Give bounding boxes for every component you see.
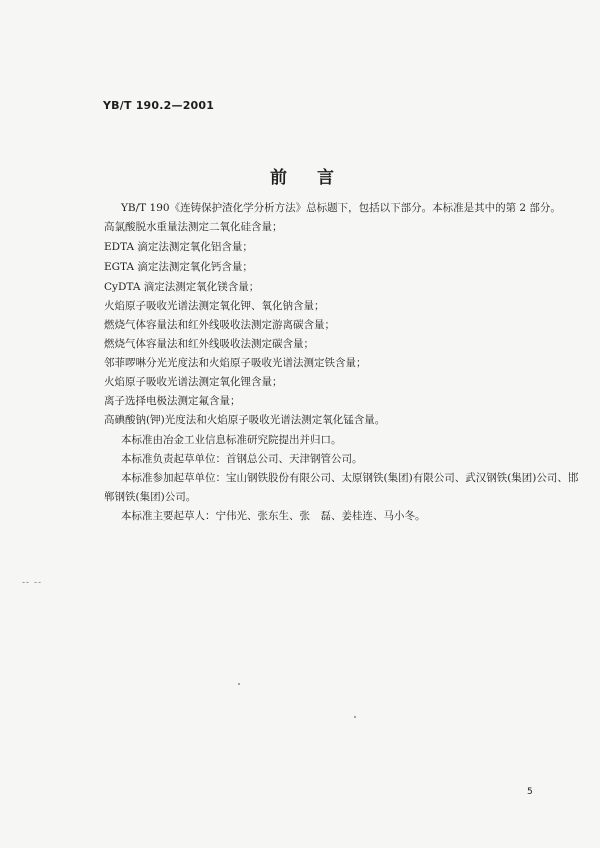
participants-note-continued: 郸钢铁(集团)公司。	[104, 491, 197, 503]
authors-note: 本标准主要起草人：宁伟光、张东生、张 磊、姜桂连、马小冬。	[121, 510, 426, 522]
scan-speck	[238, 683, 240, 685]
scan-speck	[354, 716, 356, 718]
drafter-note: 本标准负责起草单位：首钢总公司、天津钢管公司。	[121, 453, 363, 465]
part-item: 邻菲啰啉分光光度法和火焰原子吸收光谱法测定铁含量；	[104, 357, 367, 369]
page-title: 前言	[270, 168, 364, 188]
participants-note: 本标准参加起草单位：宝山钢铁股份有限公司、太原钢铁(集团)有限公司、武汉钢铁(集团)公司、邯	[121, 472, 579, 484]
intro-paragraph: YB/T 190《连铸保护渣化学分析方法》总标题下，包括以下部分。本标准是其中的第 2 部分。	[121, 202, 561, 214]
part-item: 燃烧气体容量法和红外线吸收法测定游离碳含量；	[104, 319, 335, 331]
part-item: 火焰原子吸收光谱法测定氧化锂含量；	[104, 376, 283, 388]
part-item: 高氯酸脱水重量法测定二氧化硅含量；	[104, 221, 283, 233]
scan-dash-mark: -- --	[22, 578, 43, 588]
part-item: EGTA 滴定法测定氧化钙含量；	[104, 261, 253, 273]
part-item: CyDTA 滴定法测定氧化镁含量；	[104, 281, 260, 293]
part-item: 离子选择电极法测定氟含量；	[104, 395, 241, 407]
part-item: 火焰原子吸收光谱法测定氧化钾、氧化钠含量；	[104, 300, 325, 312]
page-number: 5	[527, 787, 533, 797]
part-item: 燃烧气体容量法和红外线吸收法测定碳含量；	[104, 338, 314, 350]
proposer-note: 本标准由冶金工业信息标准研究院提出并归口。	[121, 434, 342, 446]
part-item: 高碘酸钠(钾)光度法和火焰原子吸收光谱法测定氧化锰含量。	[104, 414, 386, 426]
standard-code: YB/T 190.2—2001	[103, 99, 215, 112]
part-item: EDTA 滴定法测定氧化铝含量；	[104, 241, 253, 253]
